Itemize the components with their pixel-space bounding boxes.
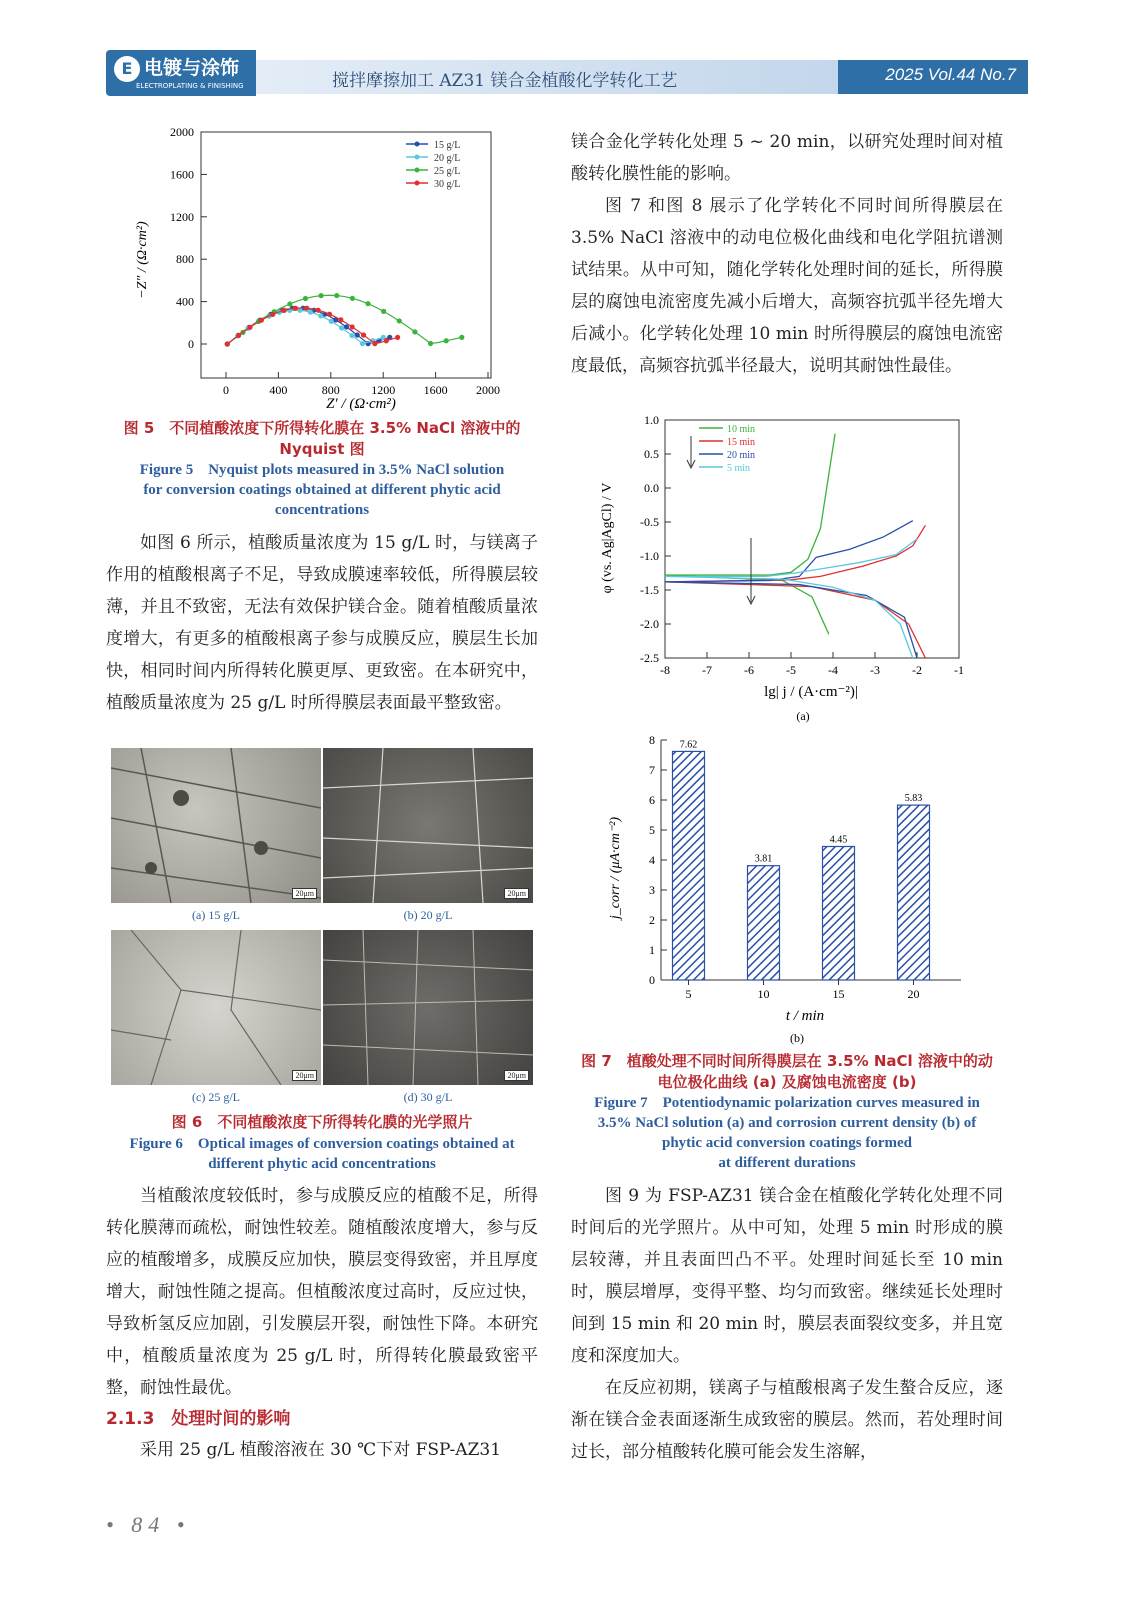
data-point: [270, 312, 275, 317]
x-axis-label: t / min: [785, 1008, 825, 1024]
data-point: [247, 325, 252, 330]
y-tick-label: 0.5: [644, 447, 659, 461]
data-point: [259, 318, 264, 323]
y-tick-label: 0: [188, 337, 194, 351]
x-tick-label: -2: [912, 663, 922, 677]
data-point: [361, 332, 366, 337]
figure-7-caption-cn-2: 电位极化曲线 (a) 及腐蚀电流密度 (b): [657, 1073, 917, 1091]
y-tick-label: 6: [649, 793, 655, 807]
figure-7-caption-en-1: Figure 7 Potentiodynamic polarization curves measured in: [594, 1095, 980, 1111]
legend-marker: [415, 168, 420, 173]
y-tick-label: 400: [176, 294, 194, 309]
x-tick-label: -1: [954, 663, 964, 677]
x-axis-label: lg| j / (A·cm⁻²)|: [764, 684, 858, 700]
data-point: [281, 308, 286, 313]
crack-texture: [323, 930, 533, 1085]
data-point: [355, 332, 360, 337]
data-point: [287, 301, 292, 306]
y-tick-label: 800: [176, 252, 194, 267]
crack-texture: [111, 930, 321, 1085]
section-heading: 2.1.3 处理时间的影响: [106, 1409, 291, 1429]
journal-logo: [106, 50, 256, 96]
legend-label: 15 min: [727, 437, 756, 448]
y-axis-label: −Z″ / (Ω·cm²): [135, 221, 150, 299]
y-tick-label: -2.0: [640, 617, 659, 631]
right-paragraph-2: 图 7 和图 8 展示了化学转化不同时间所得膜层在 3.5% NaCl 溶液中的动电位极化曲线和电化学阻抗谱测试结果。从中可知，随化学转化处理时间的延长，所得膜层的腐蚀电流密度先减小后增大，高频容抗弧半径先增大后减小。化学转化处理 10 min 时所得膜层的腐蚀电流密度最低，高频容抗弧半径最大，说明其耐蚀性最佳。: [571, 196, 1003, 376]
legend-label: 30 g/L: [434, 179, 461, 190]
bar: [898, 805, 930, 980]
photo-label-a: (a) 15 g/L: [192, 908, 240, 922]
bar-value-label: 4.45: [829, 834, 848, 846]
legend-marker: [415, 155, 420, 160]
issue-info: 2025 Vol.44 No.7: [885, 65, 1016, 84]
figure-7-caption-cn-1: 图 7 植酸处理不同时间所得膜层在 3.5% NaCl 溶液中的动: [581, 1052, 993, 1070]
data-point: [303, 296, 308, 301]
cathodic-branch: [665, 576, 913, 658]
legend: [406, 140, 460, 190]
figure-7b-bar-chart: [571, 728, 1003, 1046]
y-tick-label: 1.0: [644, 413, 659, 427]
right-paragraph-4: 在反应初期，镁离子与植酸根离子发生螯合反应，逐渐在镁合金表面逐渐生成致密的膜层。然而，若处理时间过长，部分植酸转化膜可能会发生溶解，: [571, 1378, 1003, 1462]
x-tick-label: 5: [685, 987, 692, 1001]
y-tick-label: 3: [649, 883, 655, 897]
y-tick-label: 0.0: [644, 481, 659, 495]
photo-label-b: (b) 20 g/L: [403, 908, 453, 922]
y-tick-label: 8: [649, 733, 655, 747]
y-tick-label: 1: [649, 943, 655, 957]
figure-5-caption-cn: 图 5 不同植酸浓度下所得转化膜在 3.5% NaCl 溶液中的 Nyquist 图: [123, 419, 521, 458]
y-tick-label: 0: [649, 973, 655, 987]
photo-25gl: [111, 930, 321, 1085]
bars: [673, 739, 930, 1001]
x-ticks: [223, 372, 500, 397]
data-point: [381, 309, 386, 314]
y-tick-label: 1200: [170, 209, 194, 224]
legend-label: 20 min: [727, 450, 756, 461]
scale-bar: 20μm: [292, 1070, 317, 1081]
y-tick-label: 5: [649, 823, 655, 837]
plot-frame: [665, 420, 959, 658]
figure-7-caption-en-4: at different durations: [718, 1155, 856, 1171]
right-paragraph-1: 镁合金化学转化处理 5 ~ 20 min，以研究处理时间对植酸转化膜性能的影响。: [571, 132, 1003, 184]
figure-6-caption-en-1: Figure 6 Optical images of conversion coatings obtained at: [129, 1136, 515, 1152]
x-tick-label: 0: [223, 383, 229, 397]
logo-text: 电镀与涂饰: [144, 57, 240, 79]
data-point: [236, 333, 241, 338]
scale-bar: 20μm: [504, 888, 529, 899]
data-point: [304, 306, 309, 311]
figure-5-caption-en-1: Figure 5 Nyquist plots measured in 3.5% NaCl solution: [139, 462, 505, 478]
data-point: [365, 301, 370, 306]
y-ticks: [640, 413, 671, 665]
data-point: [349, 333, 354, 338]
y-tick-label: -1.5: [640, 583, 659, 597]
cathodic-branch: [665, 582, 917, 658]
bar-value-label: 7.62: [679, 739, 698, 751]
y-tick-label: 7: [649, 763, 655, 777]
legend-marker: [415, 142, 420, 147]
x-tick-label: 10: [757, 987, 770, 1001]
data-point: [334, 293, 339, 298]
x-tick-label: -6: [744, 663, 754, 677]
bar: [673, 751, 705, 980]
data-point: [339, 325, 344, 330]
subfigure-label-a: (a): [796, 709, 810, 723]
figure-7a-polarization-curves: [571, 408, 1003, 724]
x-tick-label: 800: [321, 383, 340, 397]
y-tick-label: 2: [649, 913, 655, 927]
legend-marker: [415, 181, 420, 186]
data-point: [329, 319, 334, 324]
data-point: [350, 296, 355, 301]
y-axis-label: j_corr / (μA·cm⁻²): [608, 816, 623, 920]
data-point: [319, 293, 324, 298]
page-header: [106, 50, 1028, 96]
data-point: [344, 324, 349, 329]
anodic-branch: [665, 539, 917, 576]
photo-15gl: [111, 748, 321, 903]
legend-label: 25 g/L: [434, 166, 461, 177]
data-point: [327, 312, 332, 317]
figure-7-caption-en-2: 3.5% NaCl solution (a) and corrosion current density (b) of: [597, 1115, 977, 1131]
x-tick-label: 400: [269, 383, 288, 397]
x-tick-label: -8: [660, 663, 670, 677]
data-point: [308, 310, 313, 315]
cathodic-branch: [665, 582, 925, 658]
data-point: [412, 329, 417, 334]
x-axis-label: Z′ / (Ω·cm²): [326, 396, 396, 412]
data-point: [360, 341, 365, 346]
legend: [699, 424, 755, 474]
data-point: [318, 313, 323, 318]
x-tick-label: -4: [828, 663, 838, 677]
figure-6-caption-en-2: different phytic acid concentrations: [208, 1156, 436, 1172]
data-point: [338, 317, 343, 322]
y-tick-label: -2.5: [640, 651, 659, 665]
data-point: [350, 324, 355, 329]
data-point: [225, 341, 230, 346]
data-point: [444, 338, 449, 343]
figure-5-nyquist-plot: [106, 120, 538, 420]
scale-bar: 20μm: [504, 1070, 529, 1081]
data-point: [384, 338, 389, 343]
nyquist-curves: [225, 293, 465, 347]
subfigure-label-b: (b): [790, 1031, 804, 1045]
photo-30gl: [323, 930, 533, 1085]
scale-bar: 20μm: [292, 888, 317, 899]
photo-20gl: [323, 748, 533, 903]
legend-label: 10 min: [727, 424, 756, 435]
x-tick-label: 20: [907, 987, 920, 1001]
y-tick-label: 2000: [170, 125, 194, 139]
data-point: [372, 341, 377, 346]
legend-label: 5 min: [727, 463, 751, 474]
figure-7-caption-en-3: phytic acid conversion coatings formed: [662, 1135, 912, 1151]
data-point: [428, 341, 433, 346]
photo-label-d: (d) 30 g/L: [403, 1090, 453, 1104]
x-tick-label: -5: [786, 663, 796, 677]
crack-texture: [111, 748, 321, 903]
x-tick-label: 2000: [476, 383, 500, 397]
crack-texture: [323, 748, 533, 903]
right-paragraph-3: 图 9 为 FSP-AZ31 镁合金在植酸化学转化处理不同时间后的光学照片。从中可知，处理 5 min 时形成的膜层较薄，并且表面凹凸不平。处理时间延长至 10 min 时，膜层增厚，变得平整、均匀而致密。继续延长处理时间到 15 min 和 20 min 时，膜层表面裂纹变多，并且宽度和深度加大。: [571, 1186, 1003, 1366]
bar: [748, 866, 780, 980]
figure-5-caption-en-2: for conversion coatings obtained at different phytic acid: [143, 482, 501, 498]
data-point: [395, 335, 400, 340]
x-tick-label: -3: [870, 663, 880, 677]
figure-6-caption-cn: 图 6 不同植酸浓度下所得转化膜的光学照片: [171, 1113, 473, 1131]
y-tick-label: 4: [649, 853, 655, 867]
data-point: [397, 318, 402, 323]
left-paragraph-1: 如图 6 所示，植酸质量浓度为 15 g/L 时，与镁离子作用的植酸根离子不足，导致成膜速率较低，所得膜层较薄，并且不致密，无法有效保护镁合金。随着植酸质量浓度增大，有更多的植酸根离子参与成膜反应，膜层生长加快，相同时间内所得转化膜更厚、更致密。在本研究中，植酸质量浓度为 25 g/L 时所得膜层表面最平整致密。: [106, 533, 538, 713]
data-point: [459, 335, 464, 340]
left-paragraph-2: 当植酸浓度较低时，参与成膜反应的植酸不足，所得转化膜薄而疏松，耐蚀性较差。随植酸浓度增大，参与反应的植酸增多，成膜反应加快，膜层变得致密，并且厚度增大，耐蚀性随之提高。但植酸浓度过高时，反应过快，导致析氢反应加剧，引发膜层开裂，耐蚀性下降。本研究中，植酸质量浓度为 25 g/L 时，所得转化膜最致密平整，耐蚀性最优。: [106, 1186, 538, 1398]
logo-e-icon: E: [114, 56, 140, 82]
legend-label: 20 g/L: [434, 153, 461, 164]
figure-5-caption-en-3: concentrations: [274, 502, 370, 518]
legend-label: 15 g/L: [434, 140, 461, 151]
page-number: • 84 •: [106, 1512, 191, 1537]
x-tick-label: 1200: [371, 383, 396, 397]
x-tick-label: 15: [832, 987, 845, 1001]
x-tick-label: -7: [702, 663, 712, 677]
x-ticks: [660, 652, 964, 677]
data-point: [293, 306, 298, 311]
y-tick-label: -0.5: [640, 515, 659, 529]
y-ticks: [649, 733, 667, 987]
photo-label-c: (c) 25 g/L: [192, 1090, 240, 1104]
data-point: [316, 308, 321, 313]
x-tick-label: 1600: [423, 383, 448, 397]
bar-value-label: 5.83: [904, 793, 923, 805]
bar-value-label: 3.81: [754, 853, 773, 865]
y-axis-label: φ (vs. Ag|AgCl) / V: [600, 482, 615, 594]
left-paragraph-3: 采用 25 g/L 植酸溶液在 30 ℃下对 FSP-AZ31: [140, 1440, 502, 1460]
bar: [823, 847, 855, 981]
y-tick-label: -1.0: [640, 549, 659, 563]
logo-english: ELECTROPLATING & FINISHING: [136, 82, 244, 90]
y-tick-label: 1600: [170, 167, 194, 182]
running-title: 搅拌摩擦加工 AZ31 镁合金植酸化学转化工艺: [332, 71, 678, 91]
